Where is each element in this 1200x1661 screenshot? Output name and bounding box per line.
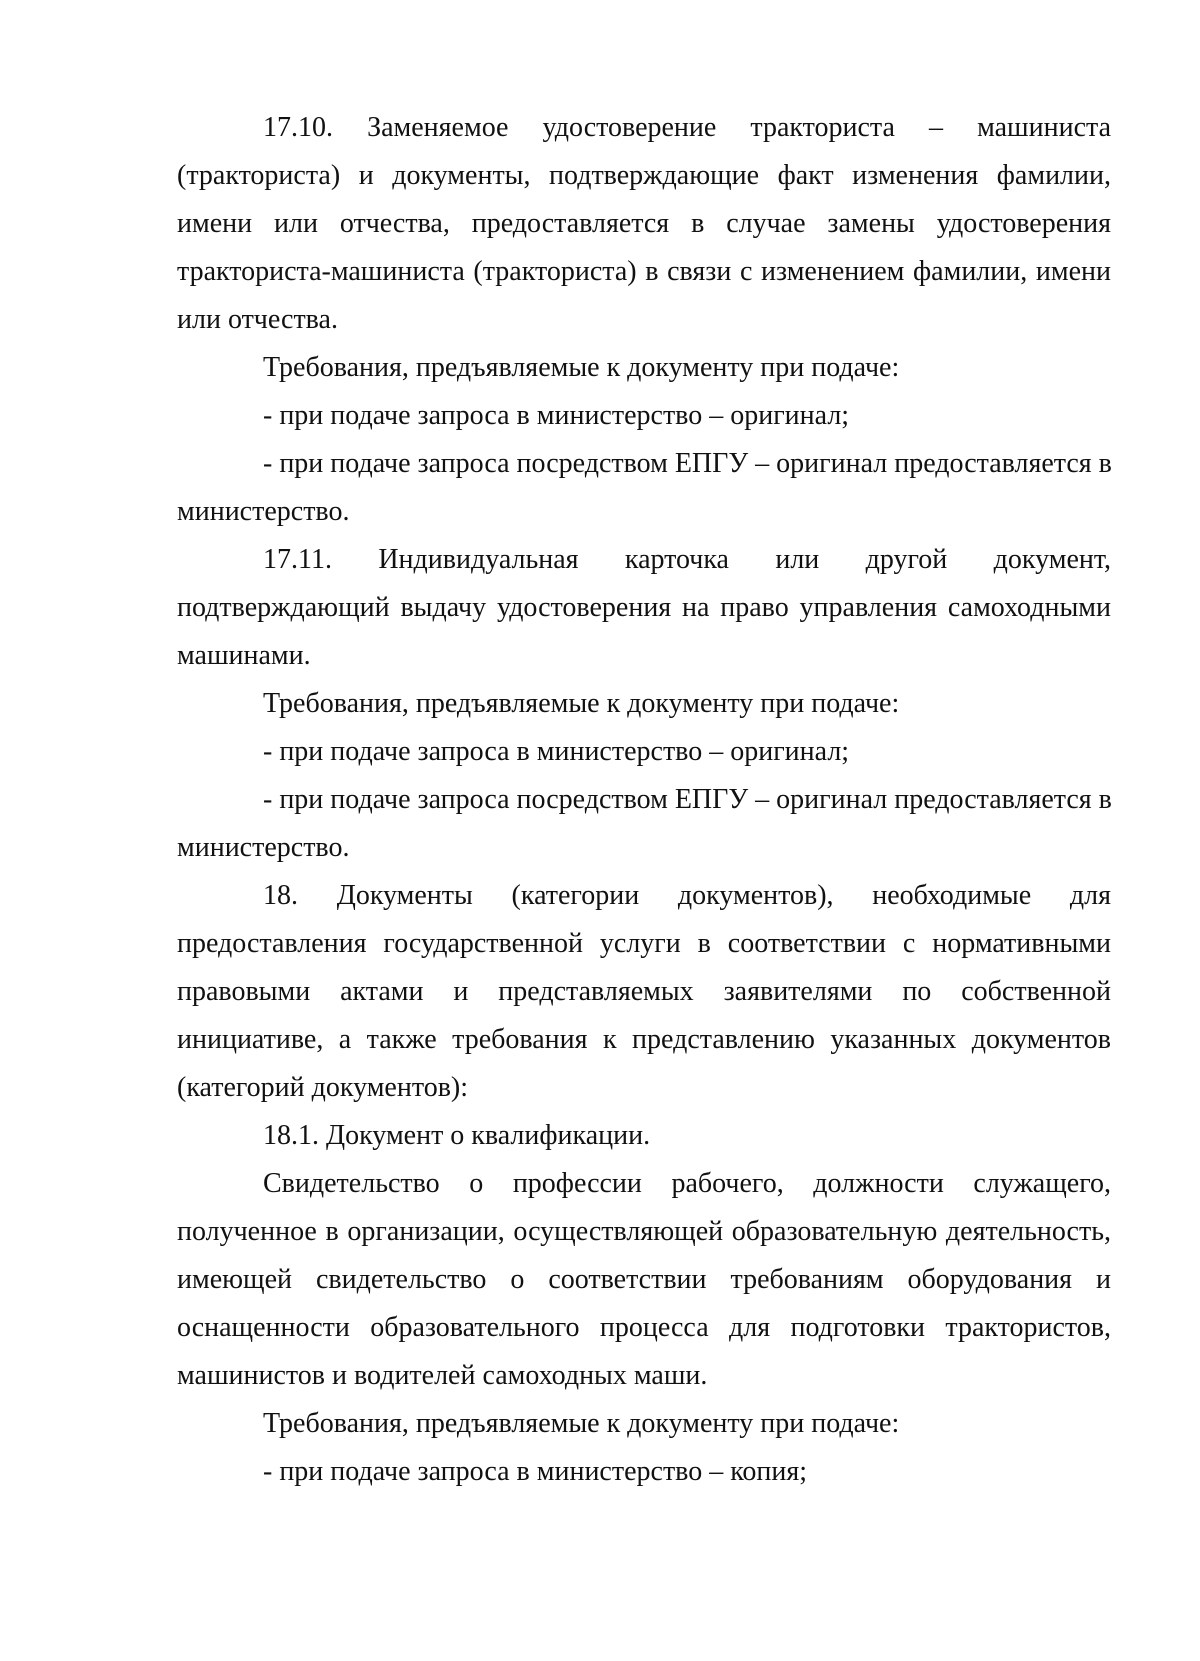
text-line: полученное в организации, осуществляющей образовательную деятельность,: [177, 1216, 1111, 1247]
text-line: 18.1. Документ о квалификации.: [263, 1120, 651, 1151]
text-line: предоставления государственной услуги в соответствии с нормативными: [177, 928, 1111, 959]
text-line: Требования, предъявляемые к документу при подаче:: [263, 1408, 900, 1439]
text-line: министерство.: [177, 832, 350, 863]
text-line: - при подаче запроса в министерство – оригинал;: [263, 400, 850, 431]
text-line: 17.10. Заменяемое удостоверение тракториста – машиниста: [263, 112, 1111, 143]
text-line: - при подаче запроса в министерство – оригинал;: [263, 736, 850, 767]
text-line: машинистов и водителей самоходных маши.: [177, 1360, 708, 1391]
text-line: Требования, предъявляемые к документу при подаче:: [263, 688, 900, 719]
text-line: правовыми актами и представляемых заявителями по собственной: [177, 976, 1111, 1007]
text-line: имеющей свидетельство о соответствии требованиям оборудования и: [177, 1264, 1111, 1295]
text-line: (категорий документов):: [177, 1072, 469, 1103]
text-line: - при подаче запроса посредством ЕПГУ – оригинал предоставляется в: [263, 448, 1112, 479]
text-line: - при подаче запроса в министерство – копия;: [263, 1456, 808, 1487]
text-line: инициативе, а также требования к представлению указанных документов: [177, 1024, 1111, 1055]
text-line: Требования, предъявляемые к документу при подаче:: [263, 352, 900, 383]
text-line: 17.11. Индивидуальная карточка или другой документ,: [263, 544, 1111, 575]
document-body: [177, 104, 1111, 1496]
text-line: или отчества.: [177, 304, 338, 335]
text-line: имени или отчества, предоставляется в случае замены удостоверения: [177, 208, 1111, 239]
text-line: тракториста-машиниста (тракториста) в связи с изменением фамилии, имени: [177, 256, 1111, 287]
text-line: подтверждающий выдачу удостоверения на право управления самоходными: [177, 592, 1111, 623]
text-line: Свидетельство о профессии рабочего, должности служащего,: [263, 1168, 1111, 1199]
text-line: министерство.: [177, 496, 350, 527]
text-line: 18. Документы (категории документов), необходимые для: [263, 880, 1111, 911]
text-line: машинами.: [177, 640, 311, 671]
text-line: (тракториста) и документы, подтверждающие факт изменения фамилии,: [177, 160, 1111, 191]
text-line: оснащенности образовательного процесса для подготовки трактористов,: [177, 1312, 1111, 1343]
text-line: - при подаче запроса посредством ЕПГУ – оригинал предоставляется в: [263, 784, 1112, 815]
